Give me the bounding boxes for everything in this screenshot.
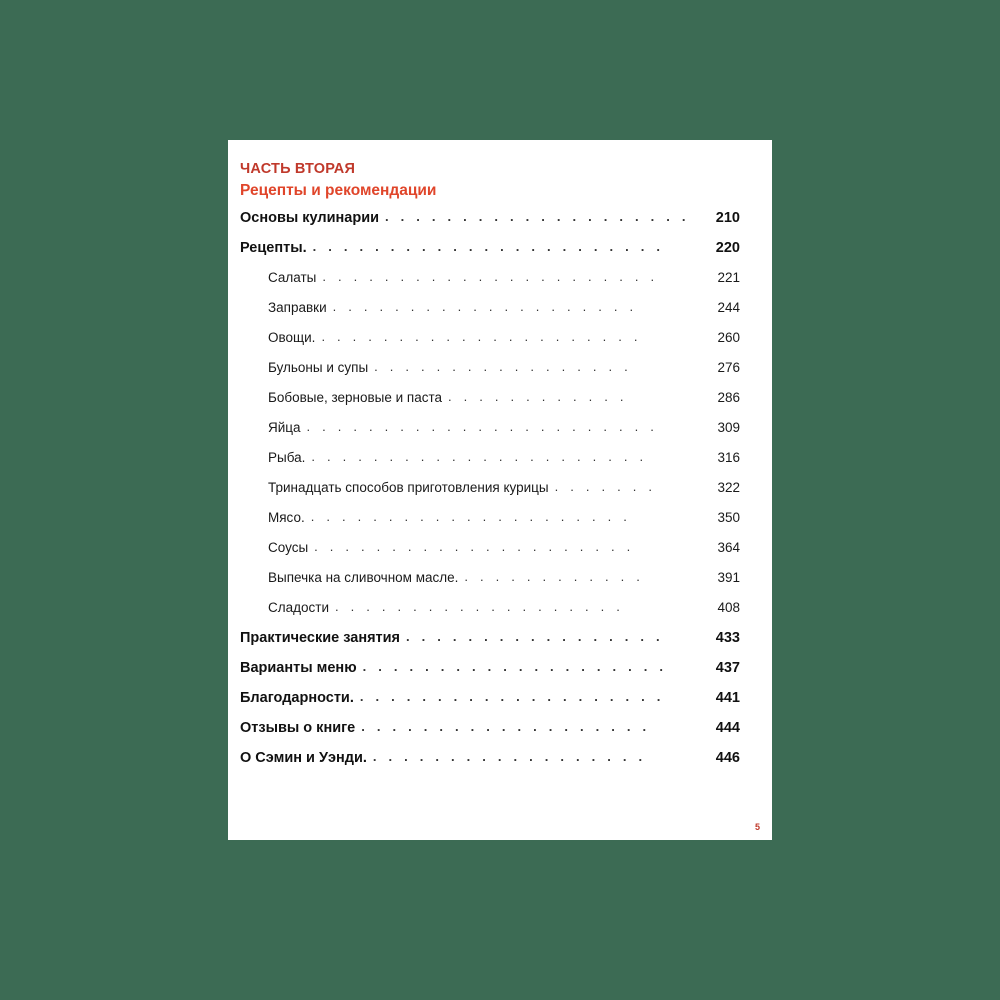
toc-entry-title: Благодарности. (240, 690, 354, 706)
toc-entry-page: 316 (717, 450, 740, 465)
toc-leader-dots: . . . . . . . . . . . . . . . . . . . . (332, 299, 638, 314)
toc-entry-page: 408 (717, 600, 740, 615)
part-label: ЧАСТЬ ВТОРАЯ (240, 161, 356, 177)
toc-entry-page: 322 (717, 480, 740, 495)
toc-entry[interactable] (240, 510, 740, 540)
toc-entry[interactable] (240, 690, 740, 720)
toc-leader-dots: . . . . . . . . . . . . . . . . . . . . (362, 659, 668, 674)
toc-entry-page: 210 (715, 210, 740, 226)
toc-leader-dots: . . . . . . . . . . . . . . . . . . . (361, 719, 651, 734)
toc-entry[interactable] (240, 600, 740, 630)
toc-entry[interactable] (240, 390, 740, 420)
toc-entry-page: 309 (717, 420, 740, 435)
toc-entry[interactable] (240, 270, 740, 300)
toc-entry[interactable] (240, 480, 740, 510)
toc-entry-title: Рыба. (268, 450, 306, 465)
toc-leader-dots: . . . . . . . . . . . . . . . . . . . (335, 599, 625, 614)
toc-entry-page: 286 (717, 390, 740, 405)
toc-entry[interactable] (240, 750, 740, 780)
toc-entry-title: Мясо. (268, 510, 305, 525)
toc-entry[interactable] (240, 240, 740, 270)
toc-entry[interactable] (240, 570, 740, 600)
toc-entry[interactable] (240, 630, 740, 660)
toc-entry-title: Яйца (268, 420, 301, 435)
toc-entry-page: 437 (715, 660, 740, 676)
toc-entry[interactable] (240, 360, 740, 390)
toc-leader-dots: . . . . . . . . . . . . . . . . . . . . . (314, 539, 635, 554)
toc-leader-dots: . . . . . . . . . . . . (464, 569, 645, 584)
toc-entry-title: Основы кулинарии (240, 210, 380, 226)
toc-entry-page: 364 (717, 540, 740, 555)
toc-entry-title: Сладости (268, 600, 329, 615)
toc-entry[interactable] (240, 210, 740, 240)
toc-leader-dots: . . . . . . . . . . . . . . . . . . . . . . (322, 269, 659, 284)
toc-header (240, 160, 740, 202)
toc-leader-dots: . . . . . . . . . . . . . . . . . . . . . . . (312, 239, 665, 254)
toc-entry[interactable] (240, 330, 740, 360)
toc-entry-title: Бобовые, зерновые и паста (268, 390, 443, 405)
toc-leader-dots: . . . . . . . . . . . . (448, 389, 628, 404)
toc-entry-title: Выпечка на сливочном масле. (268, 570, 459, 585)
toc-entry-page: 260 (717, 330, 740, 345)
toc-entry-title: Заправки (268, 300, 327, 315)
toc-entry-title: Рецепты. (240, 240, 307, 256)
toc-entry-page: 221 (717, 270, 740, 285)
page-number: 5 (754, 822, 760, 832)
toc-entry-page: 441 (715, 690, 740, 706)
toc-entry-page: 433 (715, 630, 740, 646)
toc-leader-dots: . . . . . . . (554, 479, 657, 494)
toc-entry-title: Бульоны и супы (268, 360, 369, 375)
toc-entry-page: 220 (715, 240, 740, 256)
page-content (228, 140, 772, 840)
toc-entry-title: Отзывы о книге (240, 720, 356, 736)
toc-leader-dots: . . . . . . . . . . . . . . . . . . . . (359, 689, 665, 704)
toc-leader-dots: . . . . . . . . . . . . . . . . . . . . . . . (306, 419, 659, 434)
toc-entry[interactable] (240, 450, 740, 480)
toc-leader-dots: . . . . . . . . . . . . . . . . . . . . (385, 209, 690, 224)
toc-entry-title: О Сэмин и Уэнди. (240, 750, 367, 766)
toc-list (240, 210, 740, 780)
toc-leader-dots: . . . . . . . . . . . . . . . . . . . . . . (311, 449, 648, 464)
toc-leader-dots: . . . . . . . . . . . . . . . . . (374, 359, 632, 374)
toc-entry-title: Тринадцать способов приготовления курицы (268, 480, 549, 495)
toc-entry-title: Варианты меню (240, 660, 357, 676)
toc-entry[interactable] (240, 420, 740, 450)
part-title: Рецепты и рекомендации (240, 181, 437, 199)
toc-entry-page: 276 (717, 360, 740, 375)
book-page (228, 140, 772, 840)
toc-leader-dots: . . . . . . . . . . . . . . . . . (406, 629, 664, 644)
toc-leader-dots: . . . . . . . . . . . . . . . . . . . . . (321, 329, 642, 344)
toc-entry[interactable] (240, 660, 740, 690)
toc-entry-title: Практические занятия (240, 630, 401, 646)
toc-entry-page: 350 (717, 510, 740, 525)
toc-entry[interactable] (240, 300, 740, 330)
toc-entry-page: 444 (715, 720, 740, 736)
toc-leader-dots: . . . . . . . . . . . . . . . . . . (372, 749, 647, 764)
toc-leader-dots: . . . . . . . . . . . . . . . . . . . . . (310, 509, 632, 524)
toc-entry-page: 244 (717, 300, 740, 315)
toc-entry-page: 446 (715, 750, 740, 766)
toc-entry[interactable] (240, 720, 740, 750)
toc-entry-title: Овощи. (268, 330, 316, 345)
toc-entry-page: 391 (717, 570, 740, 585)
toc-entry-title: Соусы (268, 540, 309, 555)
toc-entry-title: Салаты (268, 270, 317, 285)
toc-entry[interactable] (240, 540, 740, 570)
